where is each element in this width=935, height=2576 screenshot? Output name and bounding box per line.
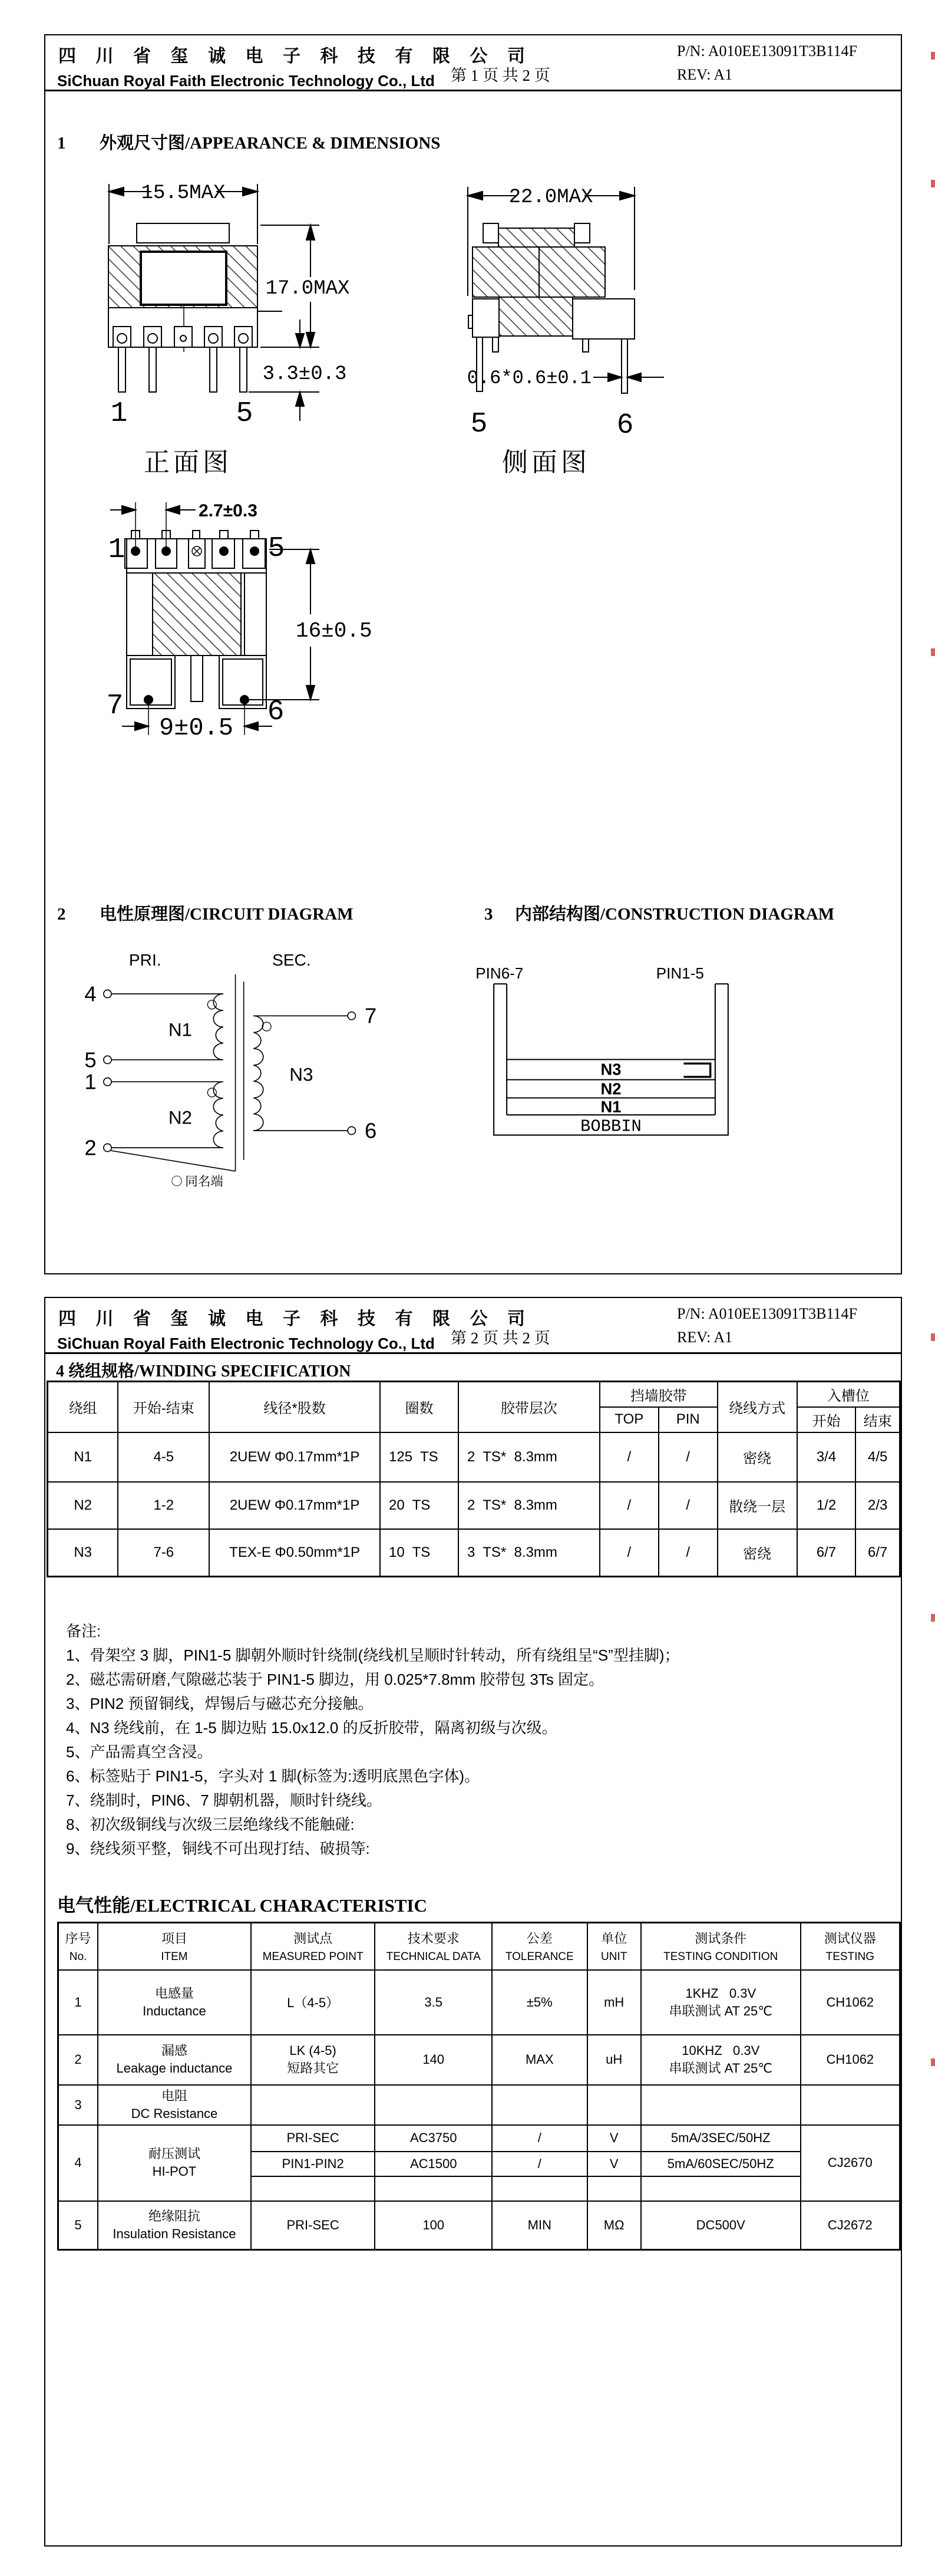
scan-artifact — [931, 1614, 935, 1622]
cell: 2 TS* 8.3mm — [458, 1432, 600, 1482]
cell: 125 TS — [380, 1432, 458, 1482]
section-4-title: 4 绕组规格/WINDING SPECIFICATION — [56, 1362, 351, 1381]
cell: MΩ — [587, 2201, 641, 2250]
section-3-text: 内部结构图/CONSTRUCTION DIAGRAM — [515, 905, 835, 924]
cell: 10KHZ 0.3V 串联测试 AT 25℃ — [641, 2035, 801, 2085]
cell — [587, 2085, 641, 2125]
cell: / — [600, 1432, 659, 1482]
terminal-6: 6 — [364, 1118, 377, 1143]
terminal-5: 5 — [84, 1047, 97, 1072]
terminal-7: 7 — [364, 1003, 377, 1028]
cell: 5mA/60SEC/50HZ — [641, 2152, 801, 2176]
company-name-zh: 四 川 省 玺 诚 电 子 科 技 有 限 公 司 — [58, 1309, 533, 1329]
polarity-legend: 同名端 — [185, 1174, 223, 1189]
col-start-end: 开始-结束 — [118, 1382, 209, 1432]
cell: 2 — [58, 2035, 98, 2085]
bottom-span-dim: 9±0.5 — [158, 714, 234, 742]
page-2 — [44, 1297, 902, 2547]
scan-artifact — [931, 52, 935, 60]
note-item: 1、骨架空 3 脚，PIN1-5 脚朝外顺时针绕制(绕线机呈顺时针转动，所有绕组呈“S”型挂脚)； — [66, 1646, 680, 1664]
note-item: 9、绕线须平整，铜线不可出现打结、破损等: — [66, 1840, 370, 1857]
cell: CH1062 — [801, 2035, 900, 2085]
cell: 1/2 — [797, 1482, 856, 1529]
winding-row-n3 — [48, 1529, 900, 1577]
note-item: 5、产品需真空含浸。 — [66, 1743, 213, 1761]
cell: 1 — [58, 1970, 98, 2035]
bottom-view-geometry — [110, 502, 319, 735]
section-1-title — [57, 130, 440, 154]
bottom-height-dim: 16±0.5 — [296, 619, 372, 643]
cell: 3 — [58, 2085, 98, 2125]
col-tape: 胶带层次 — [458, 1382, 600, 1432]
cell: MAX — [492, 2035, 587, 2085]
cell: 2/3 — [855, 1482, 900, 1529]
cell: 密绕 — [718, 1529, 797, 1577]
cell — [801, 2085, 900, 2125]
cell: 耐压测试 HI-POT — [98, 2125, 251, 2201]
cell: 4/5 — [855, 1432, 900, 1482]
company-name-zh: 四 川 省 玺 诚 电 子 科 技 有 限 公 司 — [58, 47, 533, 66]
electrical-header-row — [58, 1923, 900, 1970]
terminal-4: 4 — [84, 981, 97, 1006]
cell: 电感量 Inductance — [98, 1970, 251, 2035]
col-testing-condition: 测试条件 TESTING CONDITION — [641, 1923, 801, 1970]
cell: 散绕一层 — [718, 1482, 797, 1529]
winding-n2-label: N2 — [168, 1107, 193, 1128]
cell: 140 — [375, 2035, 492, 2085]
cell: / — [659, 1529, 718, 1577]
layer-n1-label: N1 — [600, 1098, 622, 1116]
cell: MIN — [492, 2201, 587, 2250]
terminal-2: 2 — [84, 1135, 97, 1160]
cell — [641, 2085, 801, 2125]
company-name-en: SiChuan Royal Faith Electronic Technology Co., Ltd — [57, 72, 435, 90]
cell: PRI-SEC — [251, 2201, 375, 2250]
col-wall-tape: 挡墙胶带 — [600, 1382, 718, 1407]
cell — [375, 2176, 492, 2201]
front-view-drawing — [72, 178, 425, 485]
cell: / — [659, 1482, 718, 1529]
secondary-label: SEC. — [272, 950, 311, 969]
cell: 20 TS — [380, 1482, 458, 1529]
layer-n2-label: N2 — [600, 1079, 622, 1098]
cell: 2UEW Φ0.17mm*1P — [209, 1482, 380, 1529]
cell: N3 — [48, 1529, 118, 1577]
cell: 4-5 — [118, 1432, 209, 1482]
electrical-row-hipot-1 — [58, 2125, 900, 2152]
circuit-geometry — [104, 974, 356, 1186]
col-tolerance: 公差 TOLERANCE — [492, 1923, 587, 1970]
cell: 2 TS* 8.3mm — [458, 1482, 600, 1529]
cell: CH1062 — [801, 1970, 900, 2035]
cell: 2UEW Φ0.17mm*1P — [209, 1432, 380, 1482]
col-item: 项目 ITEM — [98, 1923, 251, 1970]
cell — [492, 2085, 587, 2125]
front-pin1-label: 1 — [110, 398, 128, 430]
front-height-dim: 17.0MAX — [265, 278, 350, 300]
cell: mH — [587, 1970, 641, 2035]
side-pin5-label: 5 — [470, 409, 488, 440]
cell — [492, 2176, 587, 2201]
side-view-drawing — [425, 178, 791, 485]
circuit-diagram — [72, 925, 414, 1199]
cell: 4 — [58, 2125, 98, 2201]
electrical-row-inductance — [58, 1970, 900, 2035]
col-slot-end: 结束 — [855, 1407, 900, 1432]
part-number: P/N: A010EE13091T3B114F — [677, 42, 858, 60]
primary-label: PRI. — [128, 950, 161, 969]
cell: 密绕 — [718, 1432, 797, 1482]
construction-pin67-label: PIN6-7 — [475, 964, 524, 983]
cell: / — [492, 2152, 587, 2176]
construction-diagram — [470, 940, 752, 1142]
cell: 绝缘阻抗 Insulation Resistance — [98, 2201, 251, 2250]
note-item: 6、标签贴于 PIN1-5，字头对 1 脚(标签为:透明底黑色字体)。 — [66, 1767, 480, 1785]
cell: V — [587, 2152, 641, 2176]
cell: 3.5 — [375, 1970, 492, 2035]
cell: 电阻 DC Resistance — [98, 2085, 251, 2125]
side-pin6-label: 6 — [616, 410, 634, 442]
note-item: 3、PIN2 预留铜线，焊锡后与磁芯充分接触。 — [66, 1695, 374, 1712]
cell: 7-6 — [118, 1529, 209, 1577]
header-rule — [45, 1352, 901, 1354]
part-number: P/N: A010EE13091T3B114F — [677, 1305, 858, 1322]
page-number: 第 1 页 共 2 页 — [451, 67, 550, 84]
cell: PIN1-PIN2 — [251, 2152, 375, 2176]
header-rule — [45, 90, 901, 91]
col-wall-pin: PIN — [659, 1407, 718, 1432]
bottom-pin5-label: 5 — [267, 533, 285, 565]
cell: / — [600, 1482, 659, 1529]
company-name-en: SiChuan Royal Faith Electronic Technology Co., Ltd — [57, 1335, 435, 1352]
col-measured-point: 测试点 MEASURED POINT — [251, 1923, 375, 1970]
cell: 5 — [58, 2201, 98, 2250]
col-method: 绕线方式 — [718, 1382, 797, 1432]
section-2-title — [57, 901, 353, 925]
cell: / — [600, 1529, 659, 1577]
col-wire: 线径*股数 — [209, 1382, 380, 1432]
electrical-table — [57, 1922, 901, 2251]
bottom-view-drawing — [72, 496, 402, 767]
cell: CJ2672 — [801, 2201, 900, 2250]
cell — [641, 2176, 801, 2201]
side-view-geometry — [468, 187, 664, 393]
construction-pin15-label: PIN1-5 — [656, 964, 704, 983]
note-item: 8、初次级铜线与次级三层绝缘线不能触碰: — [66, 1816, 355, 1833]
cell — [251, 2085, 375, 2125]
cell: CJ2670 — [801, 2125, 900, 2201]
cell: AC1500 — [375, 2152, 492, 2176]
cell — [251, 2176, 375, 2201]
electrical-row-dcr — [58, 2085, 900, 2125]
bottom-pitch-dim: 2.7±0.3 — [199, 501, 257, 521]
section-3-title — [484, 901, 834, 925]
cell: N2 — [48, 1482, 118, 1529]
section-1-text: 外观尺寸图/APPEARANCE & DIMENSIONS — [100, 134, 441, 153]
note-item: 7、绕制时，PIN6、7 脚朝机器，顺时针绕线。 — [66, 1791, 382, 1809]
cell: uH — [587, 2035, 641, 2085]
cell: LK (4-5) 短路其它 — [251, 2035, 375, 2085]
cell: 10 TS — [380, 1529, 458, 1577]
page-1 — [44, 34, 902, 1274]
col-slot-start: 开始 — [797, 1407, 856, 1432]
layer-n3-label: N3 — [600, 1060, 622, 1079]
scan-artifact — [931, 2058, 935, 2066]
cell: PRI-SEC — [251, 2125, 375, 2152]
cell: AC3750 — [375, 2125, 492, 2152]
col-no: 序号 No. — [58, 1923, 98, 1970]
col-winding: 绕组 — [48, 1382, 118, 1432]
winding-row-n2 — [48, 1482, 900, 1529]
col-testing: 测试仪器 TESTING — [801, 1923, 900, 1970]
cell: 3 TS* 8.3mm — [458, 1529, 600, 1577]
electrical-row-leakage — [58, 2035, 900, 2085]
section-2-number: 2 — [57, 905, 66, 924]
side-pin-dim: 0.6*0.6±0.1 — [467, 367, 592, 389]
cell: 3/4 — [797, 1432, 856, 1482]
electrical-section-title: 电气性能/ELECTRICAL CHARACTERISTIC — [57, 1895, 427, 1916]
front-pin-length-dim: 3.3±0.3 — [262, 363, 347, 386]
col-unit: 单位 UNIT — [587, 1923, 641, 1970]
section-3-number: 3 — [484, 905, 493, 924]
cell: 100 — [375, 2201, 492, 2250]
cell: 漏感 Leakage inductance — [98, 2035, 251, 2085]
front-view-caption: 正面图 — [144, 448, 232, 477]
bottom-pin6-label: 6 — [267, 696, 285, 728]
cell: / — [659, 1432, 718, 1482]
cell — [587, 2176, 641, 2201]
winding-n1-label: N1 — [168, 1019, 193, 1040]
cell: 6/7 — [855, 1529, 900, 1577]
bobbin-label: BOBBIN — [580, 1116, 642, 1137]
cell: N1 — [48, 1432, 118, 1482]
cell: 5mA/3SEC/50HZ — [641, 2125, 801, 2152]
revision: REV: A1 — [677, 66, 733, 83]
cell: / — [492, 2125, 587, 2152]
col-technical-data: 技术要求 TECHNICAL DATA — [375, 1923, 492, 1970]
scan-artifact — [931, 180, 935, 187]
cell: ±5% — [492, 1970, 587, 2035]
winding-row-n1 — [48, 1432, 900, 1482]
col-slot: 入槽位 — [797, 1382, 900, 1407]
cell: V — [587, 2125, 641, 2152]
terminal-1: 1 — [84, 1069, 97, 1094]
front-pin5-label: 5 — [236, 398, 253, 430]
winding-spec-table — [47, 1381, 901, 1577]
note-item: 4、N3 绕线前，在 1-5 脚边贴 15.0x12.0 的反折胶带，隔离初级与次级。 — [66, 1719, 557, 1737]
section-1-number: 1 — [57, 134, 66, 153]
bottom-pin1-label: 1 — [108, 534, 125, 566]
side-view-caption: 侧面图 — [502, 448, 590, 477]
side-width-dim: 22.0MAX — [508, 186, 593, 209]
page-number: 第 2 页 共 2 页 — [451, 1329, 550, 1347]
cell: 1-2 — [118, 1482, 209, 1529]
scan-artifact — [931, 1333, 935, 1341]
winding-n3-label: N3 — [289, 1064, 313, 1085]
scan-artifact — [931, 648, 935, 656]
notes-block — [66, 1619, 680, 1861]
notes-title: 备注: — [66, 1622, 101, 1640]
cell: TEX-E Φ0.50mm*1P — [209, 1529, 380, 1577]
cell: 6/7 — [797, 1529, 856, 1577]
front-width-dim: 15.5MAX — [141, 182, 226, 205]
cell: DC500V — [641, 2201, 801, 2250]
cell: 1KHZ 0.3V 串联测试 AT 25℃ — [641, 1970, 801, 2035]
note-item: 2、磁芯需研磨,气隙磁芯装于 PIN1-5 脚边，用 0.025*7.8mm 胶带包 3Ts 固定。 — [66, 1671, 604, 1688]
bottom-pin7-label: 7 — [106, 690, 124, 722]
revision: REV: A1 — [677, 1329, 733, 1346]
cell — [375, 2085, 492, 2125]
cell: L（4-5） — [251, 1970, 375, 2035]
col-turns: 圈数 — [380, 1382, 458, 1432]
electrical-row-insulation — [58, 2201, 900, 2250]
section-2-text: 电性原理图/CIRCUIT DIAGRAM — [100, 905, 353, 924]
col-wall-top: TOP — [600, 1407, 659, 1432]
